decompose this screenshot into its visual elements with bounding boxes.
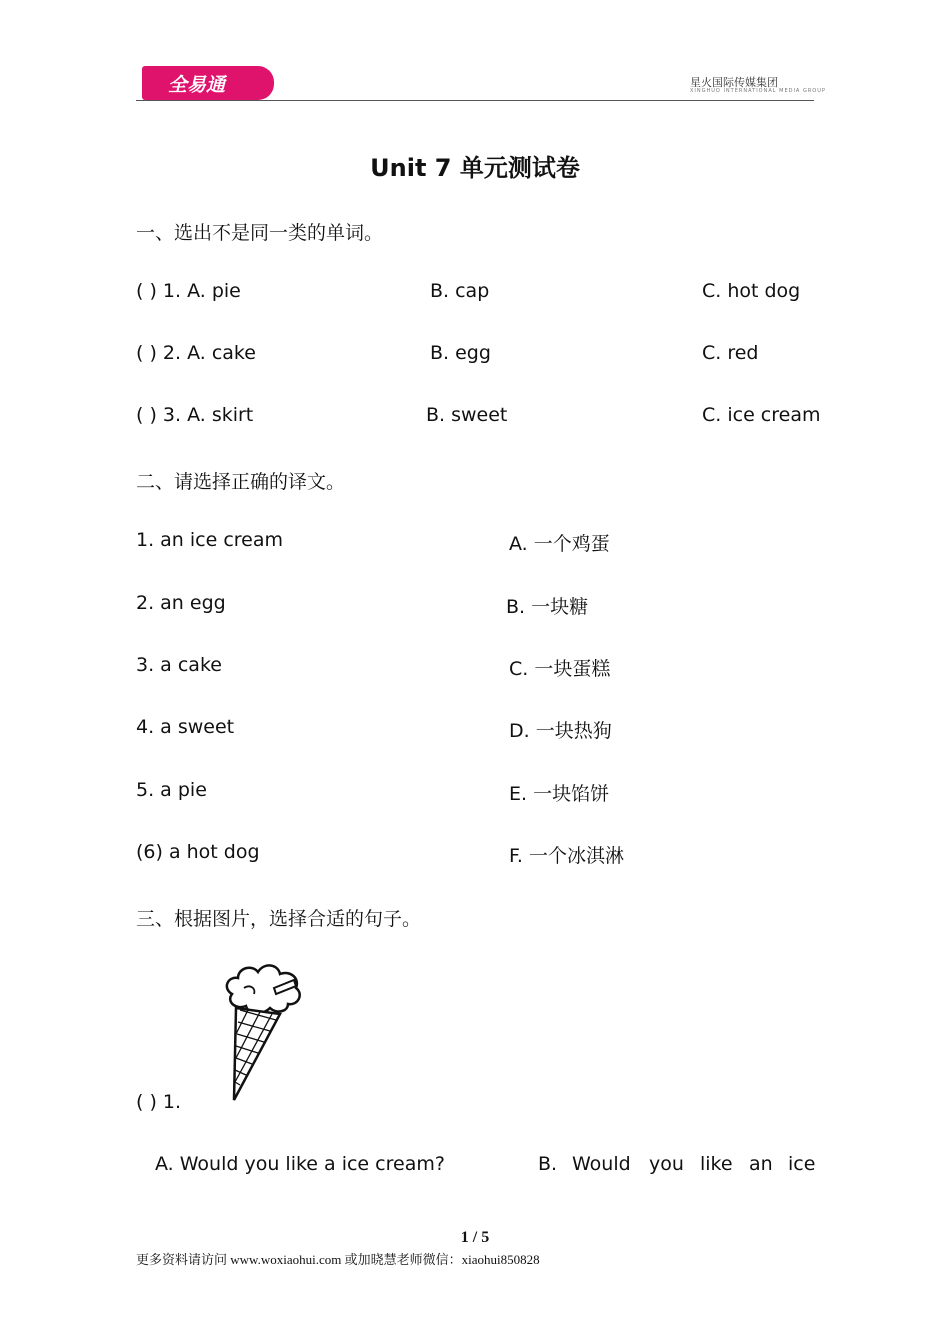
section1-heading: 一、选出不是同一类的单词。 [136,222,384,244]
header-rule [136,100,814,101]
s1-q3-b: B. sweet [426,404,508,426]
s2-item-1: 1. an ice cream [136,529,284,551]
s3-q1-option-b-word: an [749,1153,773,1175]
s3-q1-option-b-word: like [700,1153,733,1175]
publisher-name: 星火国际传媒集团 [690,76,778,89]
s2-item-6: (6) a hot dog [136,841,260,863]
s1-q1-b: B. cap [430,280,490,302]
s2-option-c: C. 一块蛋糕 [509,658,611,680]
s1-q3-a: ( ) 3. A. skirt [136,404,254,426]
s1-q1-c: C. hot dog [702,280,801,302]
s1-q2-c: C. red [702,342,759,364]
brand-logo [142,66,274,100]
s2-option-f: F. 一个冰淇淋 [509,845,624,867]
s1-q1-a: ( ) 1. A. pie [136,280,241,302]
s3-q1-option-b-word: ice [788,1153,816,1175]
s1-q2-a: ( ) 2. A. cake [136,342,256,364]
section2-heading: 二、请选择正确的译文。 [136,471,346,493]
s3-q1-label: ( ) 1. [136,1091,182,1113]
s2-option-d: D. 一块热狗 [509,720,612,742]
page-number: 1 / 5 [460,1229,490,1246]
s3-q1-option-b-word: Would [572,1153,631,1175]
s2-option-a: A. 一个鸡蛋 [509,533,610,555]
s3-q1-option-a: A. Would you like a ice cream? [155,1153,445,1175]
s2-item-4: 4. a sweet [136,716,235,738]
footer-note: 更多资料请访问 www.woxiaohui.com 或加晓慧老师微信：xiaohui850828 [136,1252,540,1267]
s2-item-5: 5. a pie [136,779,207,801]
publisher-subtitle: XINGHUO INTERNATIONAL MEDIA GROUP [690,88,826,94]
s2-option-b: B. 一块糖 [506,596,589,618]
brand-logo-text: 全易通 [168,74,226,96]
s1-q2-b: B. egg [430,342,491,364]
s3-q1-option-b-word: you [649,1153,684,1175]
s3-q1-option-b-word: B. [538,1153,558,1175]
section3-heading: 三、根据图片，选择合适的句子。 [136,908,422,930]
ice-cream-illustration [218,958,308,1108]
s2-item-3: 3. a cake [136,654,222,676]
s2-item-2: 2. an egg [136,592,226,614]
s2-option-e: E. 一块馅饼 [509,783,610,805]
s1-q3-c: C. ice cream [702,404,821,426]
page-title: Unit 7 单元测试卷 [370,154,580,182]
